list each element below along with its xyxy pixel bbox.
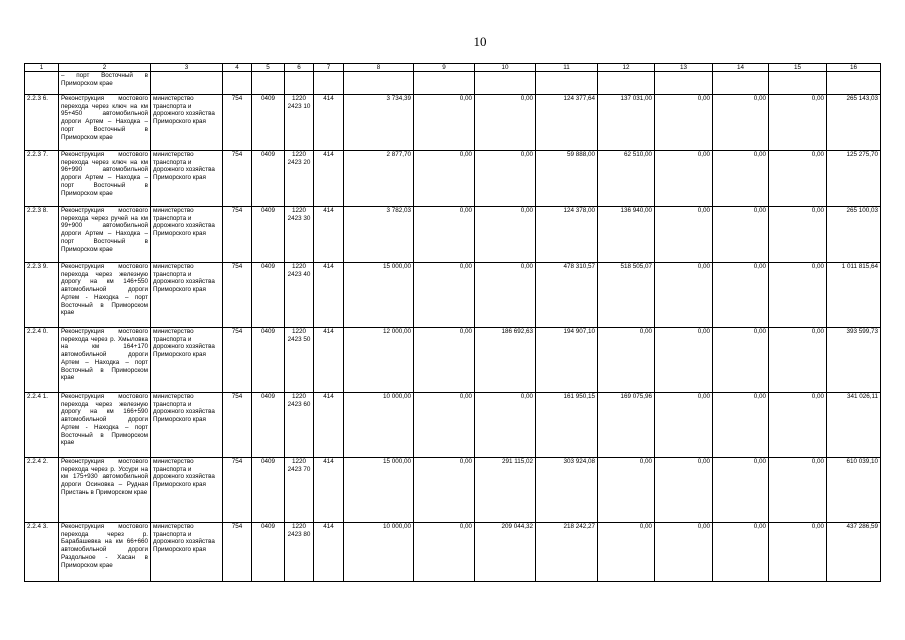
amount-cell: 0,00 [713,263,769,328]
code-cell: 0409 [252,393,285,458]
code-cell [314,72,344,95]
amount-cell: 0,00 [713,151,769,207]
amount-cell: 0,00 [713,393,769,458]
organization-cell: министерство транспорта и дорожного хозяйства Приморского края [151,393,223,458]
code-cell: 0409 [252,95,285,151]
amount-cell [713,72,769,95]
row-id-cell [25,72,59,95]
code-cell: 414 [314,328,344,393]
organization-cell: министерство транспорта и дорожного хозяйства Приморского края [151,95,223,151]
amount-cell: 0,00 [769,151,827,207]
row-id-cell: 2.2.4 1. [25,393,59,458]
amount-cell: 15 000,00 [344,263,414,328]
code-cell: 1220 2423 30 [285,207,314,263]
table-row [25,72,881,95]
organization-cell: министерство транспорта и дорожного хозяйства Приморского края [151,151,223,207]
page-number: 10 [473,34,487,49]
amount-cell: 303 924,08 [536,458,598,523]
amount-cell: 0,00 [414,393,475,458]
code-cell: 1220 2423 50 [285,328,314,393]
code-cell: 1220 2423 60 [285,393,314,458]
amount-cell: 136 940,00 [598,207,655,263]
amount-cell: 124 378,00 [536,207,598,263]
amount-cell: 0,00 [655,95,713,151]
item-name-cell: Реконструкция мостового перехода через железную дорогу на км 166+590 автомобильной дороги Артем - Находка – порт Восточный в Приморском крае [59,393,151,458]
header-cell: 3 [151,64,223,72]
amount-cell: 0,00 [713,207,769,263]
code-cell: 414 [314,207,344,263]
code-cell: 754 [223,393,252,458]
table-row [25,328,881,393]
header-cell: 16 [827,64,881,72]
amount-cell: 194 907,10 [536,328,598,393]
total-cell: 393 599,73 [827,328,881,393]
code-cell: 414 [314,95,344,151]
amount-cell: 0,00 [598,523,655,582]
budget-table [24,63,881,582]
code-cell: 1220 2423 40 [285,263,314,328]
table-row [25,458,881,523]
code-cell: 754 [223,328,252,393]
code-cell [285,72,314,95]
amount-cell: 10 000,00 [344,523,414,582]
code-cell: 414 [314,523,344,582]
item-name-cell: – порт Восточный в Приморском крае [59,72,151,95]
header-cell: 12 [598,64,655,72]
amount-cell: 0,00 [769,523,827,582]
table-row [25,523,881,582]
amount-cell: 0,00 [713,523,769,582]
code-cell: 754 [223,151,252,207]
amount-cell [414,72,475,95]
header-cell: 8 [344,64,414,72]
header-cell: 13 [655,64,713,72]
row-id-cell: 2.2.3 9. [25,263,59,328]
amount-cell: 0,00 [769,207,827,263]
item-name-cell: Реконструкция мостового перехода через ключ на км 95+450 автомобильной дороги Артем – Находка – порт Восточный в Приморском крае [59,95,151,151]
total-cell: 1 011 815,64 [827,263,881,328]
item-name-cell: Реконструкция мостового перехода через р. Хмыловка на км 164+170 автомобильной дороги Артем – Находка – порт Восточный в Приморском крае [59,328,151,393]
amount-cell: 209 044,32 [475,523,536,582]
amount-cell: 186 692,63 [475,328,536,393]
header-row [25,64,881,72]
amount-cell: 0,00 [414,207,475,263]
row-id-cell: 2.2.3 6. [25,95,59,151]
table-row [25,207,881,263]
code-cell: 0409 [252,151,285,207]
item-name-cell: Реконструкция мостового перехода через ключ на км 96+990 автомобильной дороги Артем – Находка – порт Восточный в Приморском крае [59,151,151,207]
row-id-cell: 2.2.4 3. [25,523,59,582]
amount-cell: 59 888,00 [536,151,598,207]
code-cell: 1220 2423 10 [285,95,314,151]
amount-cell: 0,00 [598,458,655,523]
amount-cell: 0,00 [414,458,475,523]
amount-cell: 0,00 [713,328,769,393]
amount-cell: 3 734,39 [344,95,414,151]
total-cell: 437 286,59 [827,523,881,582]
code-cell [252,72,285,95]
item-name-cell: Реконструкция мостового перехода через ручей на км 99+900 автомобильной дороги Артем – Находка – порт Восточный в Приморском крае [59,207,151,263]
organization-cell: министерство транспорта и дорожного хозяйства Приморского края [151,458,223,523]
row-id-cell: 2.2.3 8. [25,207,59,263]
amount-cell: 124 377,64 [536,95,598,151]
total-cell: 265 100,03 [827,207,881,263]
amount-cell: 0,00 [655,207,713,263]
organization-cell [151,72,223,95]
code-cell: 414 [314,263,344,328]
item-name-cell: Реконструкция мостового перехода через железную дорогу на км 146+550 автомобильной дороги Артем - Находка – порт Восточный в Приморском крае [59,263,151,328]
header-cell: 1 [25,64,59,72]
code-cell: 754 [223,263,252,328]
amount-cell: 3 782,03 [344,207,414,263]
table-row [25,151,881,207]
amount-cell: 0,00 [655,328,713,393]
amount-cell: 15 000,00 [344,458,414,523]
item-name-cell: Реконструкция мостового перехода через р. Барабашевка на км 66+660 автомобильной дороги Раздольное - Хасан в Приморском крае [59,523,151,582]
amount-cell: 0,00 [713,95,769,151]
amount-cell: 0,00 [475,151,536,207]
amount-cell [598,72,655,95]
amount-cell [475,72,536,95]
row-id-cell: 2.2.3 7. [25,151,59,207]
amount-cell: 0,00 [655,458,713,523]
amount-cell: 2 877,70 [344,151,414,207]
code-cell: 1220 2423 80 [285,523,314,582]
total-cell: 341 026,11 [827,393,881,458]
amount-cell: 518 505,07 [598,263,655,328]
amount-cell: 291 115,02 [475,458,536,523]
table-row [25,393,881,458]
code-cell [223,72,252,95]
header-cell: 7 [314,64,344,72]
header-cell: 15 [769,64,827,72]
row-id-cell: 2.2.4 2. [25,458,59,523]
header-cell: 9 [414,64,475,72]
amount-cell: 0,00 [598,328,655,393]
table-row [25,95,881,151]
amount-cell: 0,00 [475,95,536,151]
amount-cell [769,72,827,95]
amount-cell: 0,00 [475,393,536,458]
amount-cell: 478 310,57 [536,263,598,328]
amount-cell: 0,00 [769,263,827,328]
amount-cell: 0,00 [769,393,827,458]
amount-cell: 0,00 [414,523,475,582]
amount-cell: 169 075,96 [598,393,655,458]
code-cell: 754 [223,95,252,151]
header-cell: 2 [59,64,151,72]
code-cell: 414 [314,151,344,207]
code-cell: 0409 [252,207,285,263]
amount-cell: 0,00 [475,263,536,328]
code-cell: 754 [223,458,252,523]
amount-cell: 0,00 [655,151,713,207]
header-cell: 4 [223,64,252,72]
total-cell [827,72,881,95]
table-row [25,263,881,328]
code-cell: 414 [314,393,344,458]
header-cell: 11 [536,64,598,72]
organization-cell: министерство транспорта и дорожного хозяйства Приморского края [151,523,223,582]
amount-cell: 12 000,00 [344,328,414,393]
code-cell: 754 [223,207,252,263]
total-cell: 125 275,70 [827,151,881,207]
code-cell: 1220 2423 70 [285,458,314,523]
amount-cell: 137 031,00 [598,95,655,151]
amount-cell: 0,00 [769,328,827,393]
amount-cell: 0,00 [414,95,475,151]
header-cell: 10 [475,64,536,72]
total-cell: 610 039,10 [827,458,881,523]
organization-cell: министерство транспорта и дорожного хозяйства Приморского края [151,263,223,328]
amount-cell: 0,00 [414,151,475,207]
code-cell: 414 [314,458,344,523]
total-cell: 265 143,03 [827,95,881,151]
header-cell: 6 [285,64,314,72]
amount-cell: 0,00 [414,328,475,393]
amount-cell: 0,00 [655,263,713,328]
amount-cell: 0,00 [769,95,827,151]
amount-cell: 0,00 [655,523,713,582]
amount-cell [536,72,598,95]
amount-cell: 10 000,00 [344,393,414,458]
amount-cell: 0,00 [655,393,713,458]
amount-cell: 0,00 [475,207,536,263]
header-cell: 14 [713,64,769,72]
amount-cell [655,72,713,95]
amount-cell: 0,00 [713,458,769,523]
row-id-cell: 2.2.4 0. [25,328,59,393]
organization-cell: министерство транспорта и дорожного хозяйства Приморского края [151,207,223,263]
amount-cell: 62 510,00 [598,151,655,207]
organization-cell: министерство транспорта и дорожного хозяйства Приморского края [151,328,223,393]
amount-cell: 0,00 [769,458,827,523]
item-name-cell: Реконструкция мостового перехода через р. Уссури на км 175+930 автомобильной дороги Осиновка – Рудная Пристань в Приморском крае [59,458,151,523]
code-cell: 0409 [252,458,285,523]
code-cell: 1220 2423 20 [285,151,314,207]
code-cell: 0409 [252,328,285,393]
header-cell: 5 [252,64,285,72]
amount-cell [344,72,414,95]
code-cell: 0409 [252,523,285,582]
code-cell: 754 [223,523,252,582]
amount-cell: 161 950,15 [536,393,598,458]
amount-cell: 0,00 [414,263,475,328]
code-cell: 0409 [252,263,285,328]
amount-cell: 218 242,27 [536,523,598,582]
